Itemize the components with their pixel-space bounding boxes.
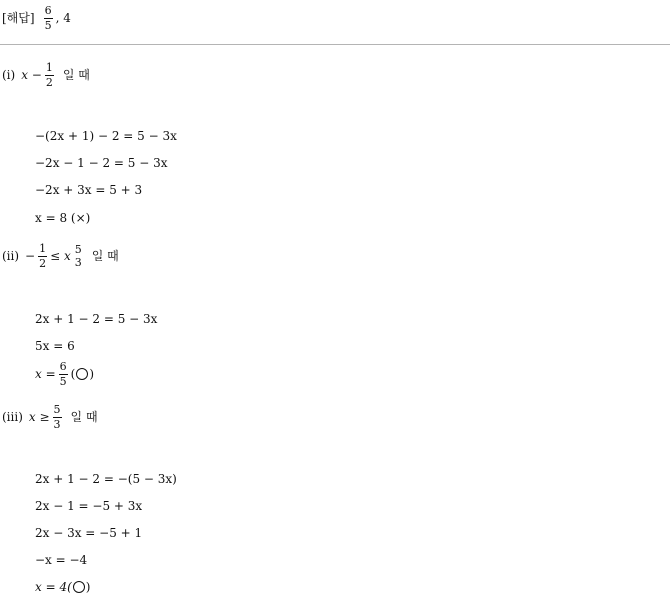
case1-cond-pre: x − [21, 68, 42, 83]
case3-condition [2, 404, 98, 430]
case2-result-open: ( [70, 367, 76, 382]
case3-frac-den: 3 [53, 417, 61, 431]
circle-mark-icon [76, 368, 88, 380]
case3-frac-num: 5 [53, 403, 61, 416]
case1-line-3: −2x + 3x = 5 + 3 [35, 183, 143, 197]
case3-result-pre: x = 4( [35, 580, 72, 594]
answer-frac-den: 5 [44, 18, 52, 32]
case2-result-num: 6 [59, 360, 67, 373]
case2-frac2-den: 3 [74, 256, 82, 270]
case1-condition [2, 62, 90, 88]
case2-fraction-1 [38, 243, 47, 269]
section-divider [0, 44, 670, 45]
case2-suffix: 일 때 [91, 249, 119, 264]
answer-fraction [44, 5, 53, 31]
case2-frac1-den: 2 [39, 256, 47, 270]
case2-frac2-num: 5 [74, 242, 82, 256]
case2-result-fraction [59, 361, 68, 387]
answer-label: [해답] [2, 11, 35, 26]
case3-cond-pre: x ≥ [28, 410, 50, 425]
case2-result-den: 5 [59, 374, 67, 388]
case1-line-1: −(2x + 1) − 2 = 5 − 3x [35, 129, 177, 143]
case3-line-2: 2x − 1 = −5 + 3x [35, 499, 143, 513]
case3-suffix: 일 때 [70, 410, 98, 425]
case3-result [35, 581, 90, 593]
case2-cond-pre: − [25, 249, 36, 264]
case2-frac1-num: 1 [39, 242, 47, 255]
case1-line-4: x = 8 (×) [35, 211, 91, 225]
case1-line-2: −2x − 1 − 2 = 5 − 3x [35, 156, 168, 170]
case2-cond-mid: ≤ x [50, 249, 71, 264]
case1-frac-num: 1 [45, 61, 53, 74]
case3-line-1: 2x + 1 − 2 = −(5 − 3x) [35, 472, 177, 486]
case3-line-3: 2x − 3x = −5 + 1 [35, 526, 143, 540]
case2-result-close: ) [89, 367, 95, 382]
case1-frac-den: 2 [45, 75, 53, 89]
case1-suffix: 일 때 [62, 68, 90, 83]
case3-label: (iii) [2, 410, 23, 425]
case2-result [35, 361, 94, 387]
case2-label: (ii) [2, 249, 20, 264]
case3-result-close: ) [85, 580, 91, 594]
answer-rest: , 4 [55, 11, 71, 26]
case1-label: (i) [2, 68, 16, 83]
case1-fraction [45, 62, 54, 88]
case2-condition [2, 243, 119, 269]
answer-line [2, 5, 71, 31]
case2-result-pre: x = [35, 367, 56, 382]
case2-line-1: 2x + 1 − 2 = 5 − 3x [35, 312, 158, 326]
case3-fraction [53, 404, 62, 430]
case2-line-2: 5x = 6 [35, 339, 75, 353]
case3-line-4: −x = −4 [35, 553, 88, 567]
case2-fraction-2 [74, 244, 83, 269]
answer-frac-num: 6 [44, 4, 52, 17]
circle-mark-icon [73, 581, 85, 593]
